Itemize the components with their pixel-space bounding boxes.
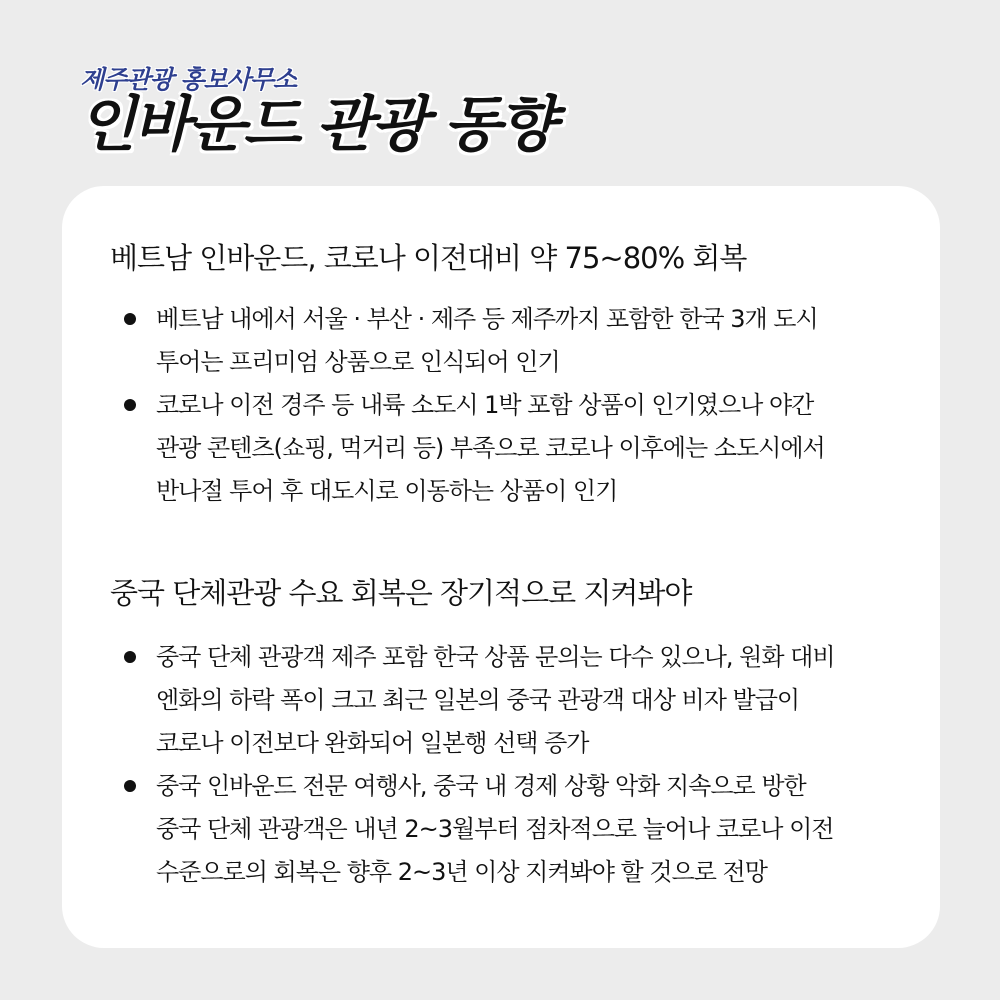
bullet-line: 베트남 내에서 서울 · 부산 · 제주 등 제주까지 포함한 한국 3개 도시 bbox=[156, 305, 818, 333]
bullet-list-china bbox=[122, 636, 912, 894]
bullet-dot-icon bbox=[124, 313, 136, 325]
bullet-list-vietnam bbox=[122, 298, 912, 513]
bullet-line: 엔화의 하락 폭이 크고 최근 일본의 중국 관광객 대상 비자 발급이 bbox=[156, 686, 800, 714]
section-heading-china: 중국 단체관광 수요 회복은 장기적으로 지켜봐야 bbox=[110, 576, 692, 610]
list-item bbox=[122, 384, 912, 513]
bullet-line: 반나절 투어 후 대도시로 이동하는 상품이 인기 bbox=[156, 477, 618, 505]
content-card bbox=[62, 186, 940, 948]
bullet-line: 관광 콘텐츠(쇼핑, 먹거리 등) 부족으로 코로나 이후에는 소도시에서 bbox=[156, 434, 825, 462]
page-title: 인바운드 관광 동향 bbox=[78, 90, 554, 160]
list-item bbox=[122, 765, 912, 894]
bullet-line: 중국 인바운드 전문 여행사, 중국 내 경제 상황 악화 지속으로 방한 bbox=[156, 772, 806, 800]
bullet-dot-icon bbox=[124, 399, 136, 411]
bullet-dot-icon bbox=[124, 780, 136, 792]
bullet-line: 코로나 이전보다 완화되어 일본행 선택 증가 bbox=[156, 729, 589, 757]
list-item bbox=[122, 636, 912, 765]
bullet-line: 투어는 프리미엄 상품으로 인식되어 인기 bbox=[156, 348, 560, 376]
bullet-dot-icon bbox=[124, 651, 136, 663]
list-item bbox=[122, 298, 912, 384]
section-heading-vietnam: 베트남 인바운드, 코로나 이전대비 약 75~80% 회복 bbox=[110, 241, 747, 275]
bullet-line: 코로나 이전 경주 등 내륙 소도시 1박 포함 상품이 인기였으나 야간 bbox=[156, 391, 814, 419]
bullet-line: 중국 단체 관광객은 내년 2~3월부터 점차적으로 늘어나 코로나 이전 bbox=[156, 815, 834, 843]
office-subtitle: 제주관광 홍보사무소 bbox=[80, 65, 297, 94]
bullet-line: 수준으로의 회복은 향후 2~3년 이상 지켜봐야 할 것으로 전망 bbox=[156, 858, 767, 886]
bullet-line: 중국 단체 관광객 제주 포함 한국 상품 문의는 다수 있으나, 원화 대비 bbox=[156, 643, 835, 671]
